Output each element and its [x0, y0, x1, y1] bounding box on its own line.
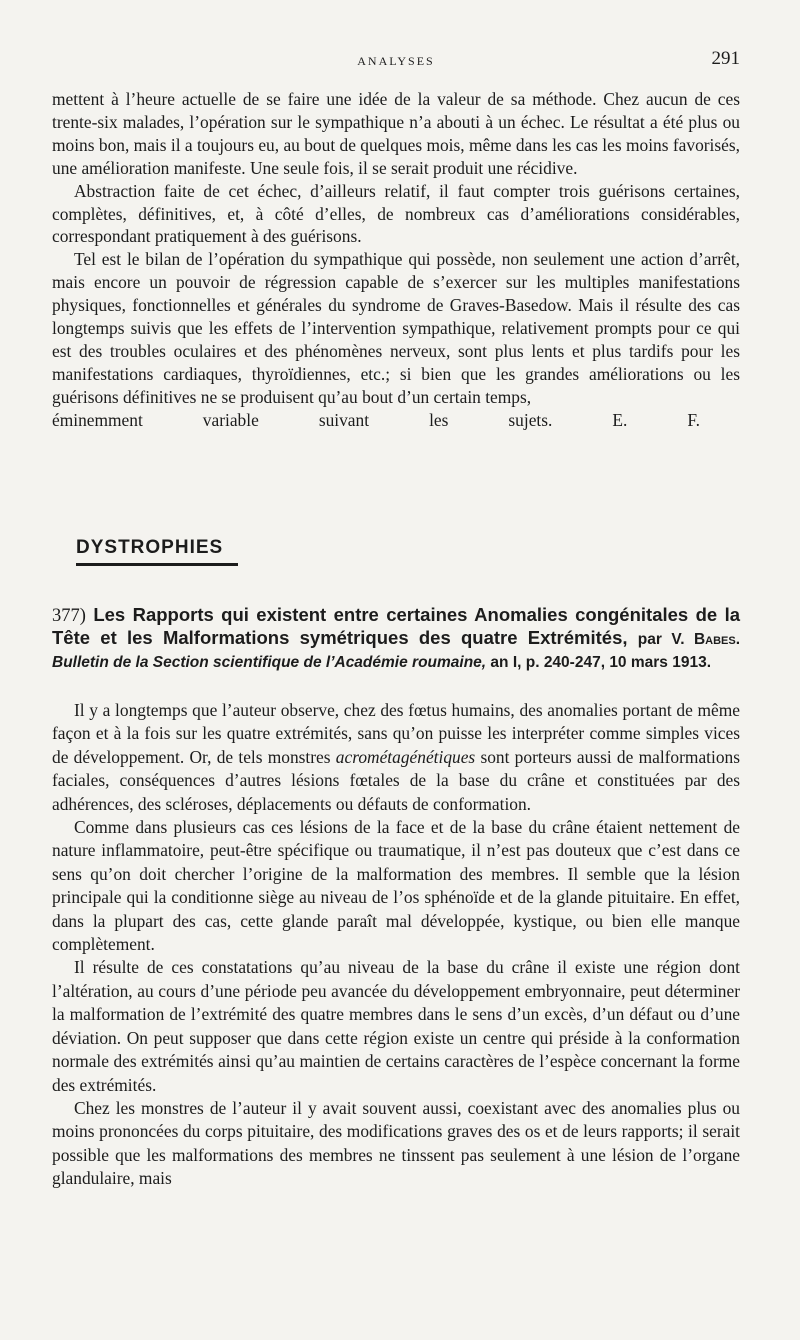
paragraph-part: sont porteurs aussi de malformations faciales, conséquences d’autres lésions fœtales de la base du crâne et constituées par des adhérences, des scléroses, déplacements ou défauts de conformation.	[52, 746, 740, 814]
abstract-body	[52, 699, 740, 1191]
running-head: ANALYSES	[357, 54, 435, 68]
citation-author: V. Babes.	[671, 631, 741, 648]
previous-review-text	[52, 88, 740, 432]
paragraph: mettent à l’heure actuelle de se faire une idée de la valeur de sa méthode. Chez aucun de ces trente-six malades, l’opération sur le sympathique n’a abouti à un échec. Le résultat a été plus ou moins bon, mais il a toujours eu, au bout de quelques mois, même dans les cas les moins favorisés, une amélioration manifeste. Une seule fois, il se serait produit une récidive.	[52, 89, 740, 178]
paragraph: Chez les monstres de l’auteur il y avait souvent aussi, coexistant avec des anomalies plus ou moins prononcées du corps pituitaire, des modifications graves des os et de leurs rapports; il serait possible que les malformations des membres ne tinssent pas seulement à une lésion de l’organe glandulaire, mais	[52, 1097, 740, 1189]
citation-journal: Bulletin de la Section scientifique de l’Académie roumaine,	[52, 654, 487, 671]
closing-line	[52, 409, 740, 432]
italic-term: acrométagénétiques	[335, 746, 476, 767]
citation-details: an I, p. 240-247, 10 mars 1913.	[490, 654, 712, 671]
page-number: 291	[711, 48, 740, 69]
reviewer-signature: E. F.	[612, 409, 700, 430]
entry-title	[52, 604, 740, 673]
section-heading: DYSTROPHIES	[76, 537, 224, 558]
paragraph: Il résulte de ces constatations qu’au niveau de la base du crâne il existe une région dont l’altération, au cours d’une période peu avancée du développement embryonnaire, peut déterminer la malformation de l’extrémité des quatre membres dans le sens d’un excès, d’un défaut ou d’une déviation. On peut supposer que dans cette région existe un centre qui préside à la conformation normale des extrémités ainsi qu’au maintien de certains caractères de l’espèce concernant la forme des extrémités.	[52, 957, 740, 1095]
section-underline	[76, 563, 238, 566]
paragraph-end: éminemment variable suivant les sujets.	[52, 409, 553, 430]
paragraph: Tel est le bilan de l’opération du sympathique qui possède, non seulement une action d’arrêt, mais encore un pouvoir de régression capable de s’exercer sur les multiples manifestations physiques, fonctionnelles et générales du syndrome de Graves-Basedow. Mais il résulte des cas longtemps suivis que les effets de l’intervention sympathique, relativement prompts pour ce qui est des troubles oculaires et des phénomènes nerveux, sont plus lents et plus tardifs pour les manifestations cardiaques, thyroïdiennes, etc.; si bien que les grandes améliorations ou les guérisons définitives ne se produisent qu’au bout d’un certain temps,	[52, 249, 740, 407]
citation-prefix: par	[637, 631, 662, 648]
paragraph-part: Il y a longtemps que l’auteur observe, chez des fœtus humains, des anomalies portant de même façon et à la fois sur les quatre extrémités, sans qu’on puisse les interpréter comme simples vices de développement. Or, de tels monstres	[52, 700, 740, 767]
entry-title-text: Les Rapports qui existent entre certaines Anomalies congénitales de la Tête et les Malformations symétriques des quatre Extrémités,	[52, 604, 741, 648]
paragraph: Comme dans plusieurs cas ces lésions de la face et de la base du crâne étaient nettement de nature inflammatoire, peut-être spécifique ou traumatique, il n’est pas douteux que c’est dans ce sens qu’on doit chercher l’origine de la malformation des membres. Il semble que la lésion principale qui la conditionne siège au niveau de l’os sphénoïde et de la glande pituitaire. En effet, dans la plupart des cas, cette glande paraît mal développée, kystique, ou bien elle manque complètement.	[52, 817, 740, 955]
paragraph: Abstraction faite de cet échec, d’ailleurs relatif, il faut compter trois guérisons certaines, complètes, définitives, et, à côté d’elles, de nombreux cas d’améliorations considérables, correspondant pratiquement à des guérisons.	[52, 180, 740, 247]
abstract-entry-header	[52, 604, 740, 673]
page-header	[52, 48, 740, 78]
entry-number: 377)	[52, 606, 86, 626]
paragraph	[52, 699, 740, 816]
